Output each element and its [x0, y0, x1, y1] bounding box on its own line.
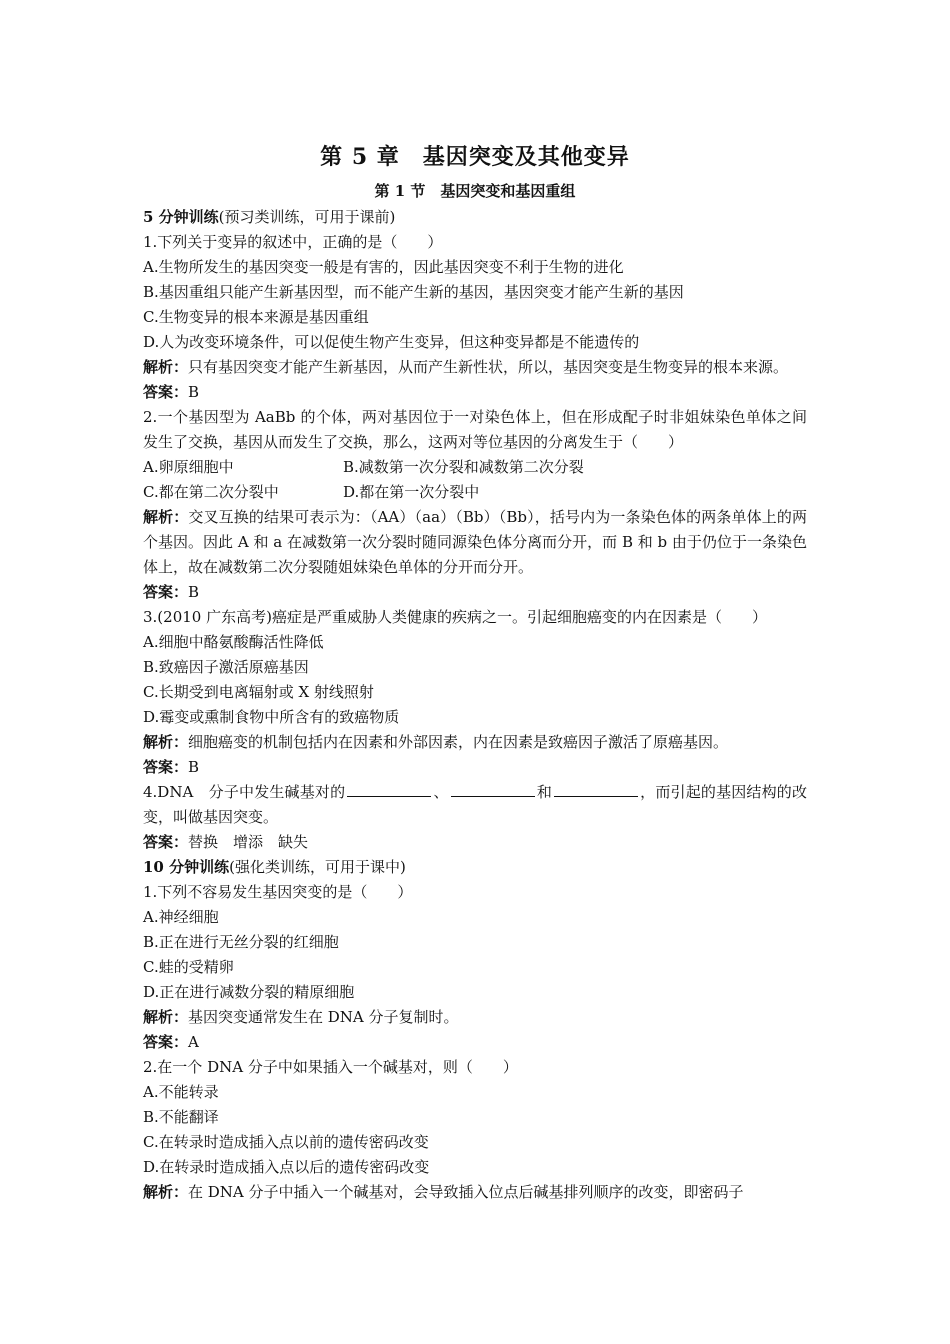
q1-analysis: 解析：只有基因突变才能产生新基因，从而产生新性状，所以，基因突变是生物变异的根本来源。: [143, 358, 789, 376]
q4-answer: 答案：替换 增添 缺失: [143, 833, 309, 851]
q4-stem: 4.DNA 分子中发生碱基对的 、 和 ，而引起的基因结构的改变，叫做基因突变。: [143, 780, 807, 830]
q1-stem: 1.下列关于变异的叙述中，正确的是（ ）: [143, 233, 443, 251]
q2-option-d: D.都在第一次分裂中: [343, 483, 480, 501]
q1-option-b: B.基因重组只能产生新基因型，而不能产生新的基因，基因突变才能产生新的基因: [143, 283, 684, 301]
q1-answer: 答案：B: [143, 383, 200, 401]
answer-blank-1: [347, 780, 431, 797]
q3-analysis: 解析：细胞癌变的机制包括内在因素和外部因素，内在因素是致癌因子激活了原癌基因。: [143, 733, 729, 751]
q3-stem: 3.(2010 广东高考)癌症是严重威胁人类健康的疾病之一。引起细胞癌变的内在因素是（ ）: [143, 608, 767, 626]
q3-option-d: D.霉变或熏制食物中所含有的致癌物质: [143, 708, 400, 726]
p2q1-option-c: C.蛙的受精卵: [143, 958, 234, 976]
q1-option-c: C.生物变异的根本来源是基因重组: [143, 308, 369, 326]
q2-answer: 答案：B: [143, 583, 200, 601]
q1-option-a: A.生物所发生的基因突变一般是有害的，因此基因突变不利于生物的进化: [143, 258, 624, 276]
q2-option-a: A.卵原细胞中: [143, 458, 234, 476]
part1-heading: 5 分钟训练(预习类训练，可用于课前): [143, 208, 396, 226]
p2q1-option-a: A.神经细胞: [143, 908, 219, 926]
q2-stem: 2.一个基因型为 AaBb 的个体，两对基因位于一对染色体上，但在形成配子时非姐妹染色单体之间发生了交换，基因从而发生了交换，那么，这两对等位基因的分离发生于（ ）: [143, 408, 807, 451]
answer-blank-2: [451, 780, 535, 797]
answer-blank-3: [554, 780, 638, 797]
p2q2-option-c: C.在转录时造成插入点以前的遗传密码改变: [143, 1133, 429, 1151]
document-body: [143, 205, 807, 1205]
q3-answer: 答案：B: [143, 758, 200, 776]
q2-option-b: B.减数第一次分裂和减数第二次分裂: [343, 458, 584, 476]
q3-option-c: C.长期受到电离辐射或 X 射线照射: [143, 683, 374, 701]
chapter-title: 第 5 章 基因突变及其他变异: [320, 144, 630, 170]
p2q2-option-d: D.在转录时造成插入点以后的遗传密码改变: [143, 1158, 430, 1176]
q3-option-b: B.致癌因子激活原癌基因: [143, 658, 309, 676]
p2q1-option-b: B.正在进行无丝分裂的红细胞: [143, 933, 339, 951]
p2q1-answer: 答案：A: [143, 1033, 199, 1051]
p2q2-option-b: B.不能翻译: [143, 1108, 219, 1126]
q3-option-a: A.细胞中酪氨酸酶活性降低: [143, 633, 324, 651]
q2-analysis: 解析：交叉互换的结果可表示为：（AA）（aa）（Bb）（Bb），括号内为一条染色体的两条单体上的两个基因。因此 A 和 a 在减数第一次分裂时随同源染色体分离而分开，而 B 和 b 由于仍位于一条染色体上，故在减数第二次分裂随姐妹染色单体的分开而分开。: [143, 508, 807, 576]
p2q2-stem: 2.在一个 DNA 分子中如果插入一个碱基对，则（ ）: [143, 1058, 518, 1076]
q2-options-row1: [143, 455, 807, 480]
q2-options-row2: [143, 480, 807, 505]
q1-option-d: D.人为改变环境条件，可以促使生物产生变异，但这种变异都是不能遗传的: [143, 333, 640, 351]
section-title: 第 1 节 基因突变和基因重组: [374, 182, 576, 200]
q2-option-c: C.都在第二次分裂中: [143, 483, 279, 501]
p2q1-analysis: 解析：基因突变通常发生在 DNA 分子复制时。: [143, 1008, 459, 1026]
p2q2-analysis: 解析：在 DNA 分子中插入一个碱基对，会导致插入位点后碱基排列顺序的改变，即密码子: [143, 1183, 744, 1201]
p2q1-stem: 1.下列不容易发生基因突变的是（ ）: [143, 883, 413, 901]
part2-heading: 10 分钟训练(强化类训练，可用于课中): [143, 858, 406, 876]
p2q2-option-a: A.不能转录: [143, 1083, 219, 1101]
p2q1-option-d: D.正在进行减数分裂的精原细胞: [143, 983, 355, 1001]
